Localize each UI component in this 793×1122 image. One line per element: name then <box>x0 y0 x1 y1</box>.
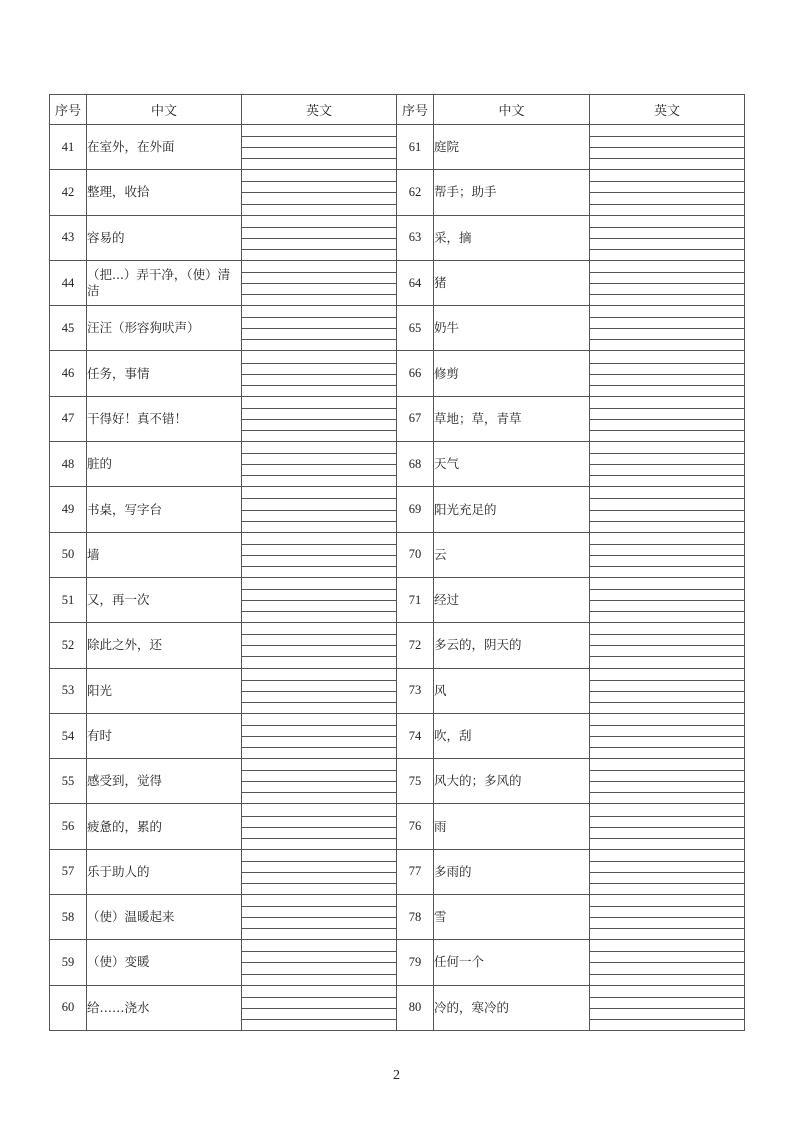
table-row <box>50 351 745 396</box>
table-row <box>50 577 745 622</box>
writing-line <box>590 464 744 465</box>
item-number: 72 <box>397 623 434 668</box>
item-number: 42 <box>50 170 87 215</box>
writing-line <box>590 238 744 239</box>
writing-line <box>590 736 744 737</box>
item-number: 75 <box>397 759 434 804</box>
header-number-right: 序号 <box>397 95 434 125</box>
writing-line <box>590 294 744 295</box>
chinese-meaning: 任务，事情 <box>87 351 242 396</box>
writing-line <box>242 510 396 511</box>
writing-line <box>242 419 396 420</box>
writing-line <box>590 272 744 273</box>
item-number: 57 <box>50 849 87 894</box>
writing-line <box>242 294 396 295</box>
writing-line <box>590 147 744 148</box>
item-number: 60 <box>50 985 87 1030</box>
table-row <box>50 668 745 713</box>
table-row <box>50 260 745 305</box>
chinese-meaning: （把...）弄干净，（使）清洁 <box>87 260 242 305</box>
writing-line <box>242 453 396 454</box>
header-number-left: 序号 <box>50 95 87 125</box>
english-answer-field[interactable] <box>242 985 397 1030</box>
writing-line <box>242 838 396 839</box>
writing-line <box>590 634 744 635</box>
chinese-meaning: 阳光充足的 <box>434 487 590 532</box>
english-answer-field[interactable] <box>242 170 397 215</box>
item-number: 43 <box>50 215 87 260</box>
english-answer-field[interactable] <box>242 125 397 170</box>
writing-line <box>242 249 396 250</box>
chinese-meaning: 云 <box>434 532 590 577</box>
writing-line <box>590 498 744 499</box>
writing-line <box>242 645 396 646</box>
item-number: 55 <box>50 759 87 804</box>
writing-line <box>590 192 744 193</box>
english-answer-field[interactable] <box>590 442 745 487</box>
writing-line <box>242 747 396 748</box>
writing-line <box>590 283 744 284</box>
table-row <box>50 849 745 894</box>
item-number: 64 <box>397 260 434 305</box>
writing-line <box>242 680 396 681</box>
english-answer-field[interactable] <box>590 351 745 396</box>
english-answer-field[interactable] <box>590 940 745 985</box>
table-row <box>50 804 745 849</box>
writing-line <box>590 816 744 817</box>
item-number: 74 <box>397 713 434 758</box>
writing-line <box>242 827 396 828</box>
header-english-right: 英文 <box>590 95 745 125</box>
writing-line <box>590 475 744 476</box>
writing-line <box>590 1008 744 1009</box>
item-number: 50 <box>50 532 87 577</box>
writing-line <box>590 453 744 454</box>
chinese-meaning: 感受到，觉得 <box>87 759 242 804</box>
writing-line <box>590 544 744 545</box>
chinese-meaning: 奶牛 <box>434 306 590 351</box>
writing-line <box>242 702 396 703</box>
item-number: 63 <box>397 215 434 260</box>
item-number: 73 <box>397 668 434 713</box>
writing-line <box>590 566 744 567</box>
english-answer-field[interactable] <box>242 849 397 894</box>
english-answer-field[interactable] <box>242 804 397 849</box>
chinese-meaning: 猪 <box>434 260 590 305</box>
chinese-meaning: 干得好！真不错！ <box>87 396 242 441</box>
writing-line <box>590 555 744 556</box>
english-answer-field[interactable] <box>242 396 397 441</box>
writing-line <box>242 317 396 318</box>
writing-line <box>590 374 744 375</box>
item-number: 59 <box>50 940 87 985</box>
english-answer-field[interactable] <box>590 895 745 940</box>
english-answer-field[interactable] <box>242 940 397 985</box>
writing-line <box>242 917 396 918</box>
item-number: 58 <box>50 895 87 940</box>
table-row <box>50 125 745 170</box>
item-number: 56 <box>50 804 87 849</box>
writing-line <box>242 181 396 182</box>
writing-line <box>242 147 396 148</box>
chinese-meaning: 汪汪（形容狗吠声） <box>87 306 242 351</box>
chinese-meaning: 又，再一次 <box>87 577 242 622</box>
table-row <box>50 895 745 940</box>
writing-line <box>590 339 744 340</box>
writing-line <box>590 883 744 884</box>
english-answer-field[interactable] <box>242 577 397 622</box>
chinese-meaning: 脏的 <box>87 442 242 487</box>
header-chinese-right: 中文 <box>434 95 590 125</box>
writing-line <box>590 792 744 793</box>
writing-line <box>590 962 744 963</box>
english-answer-field[interactable] <box>242 487 397 532</box>
writing-line <box>242 238 396 239</box>
writing-line <box>590 680 744 681</box>
item-number: 77 <box>397 849 434 894</box>
english-answer-field[interactable] <box>242 623 397 668</box>
chinese-meaning: 雨 <box>434 804 590 849</box>
chinese-meaning: （使）温暖起来 <box>87 895 242 940</box>
item-number: 68 <box>397 442 434 487</box>
chinese-meaning: 吹，刮 <box>434 713 590 758</box>
vocabulary-worksheet <box>49 94 744 1031</box>
table-row <box>50 985 745 1030</box>
writing-line <box>590 827 744 828</box>
writing-line <box>242 611 396 612</box>
table-row <box>50 170 745 215</box>
item-number: 71 <box>397 577 434 622</box>
writing-line <box>590 408 744 409</box>
item-number: 41 <box>50 125 87 170</box>
item-number: 51 <box>50 577 87 622</box>
table-body <box>50 125 745 1031</box>
writing-line <box>590 770 744 771</box>
writing-line <box>590 328 744 329</box>
chinese-meaning: 整理，收拾 <box>87 170 242 215</box>
table-row <box>50 940 745 985</box>
writing-line <box>242 498 396 499</box>
english-answer-field[interactable] <box>590 713 745 758</box>
chinese-meaning: 容易的 <box>87 215 242 260</box>
writing-line <box>590 861 744 862</box>
writing-line <box>242 555 396 556</box>
chinese-meaning: 多雨的 <box>434 849 590 894</box>
chinese-meaning: 乐于助人的 <box>87 849 242 894</box>
table-row <box>50 306 745 351</box>
chinese-meaning: 经过 <box>434 577 590 622</box>
writing-line <box>242 521 396 522</box>
writing-line <box>590 747 744 748</box>
writing-line <box>242 136 396 137</box>
chinese-meaning: 书桌，写字台 <box>87 487 242 532</box>
writing-line <box>242 328 396 329</box>
writing-line <box>242 725 396 726</box>
table-row <box>50 215 745 260</box>
english-answer-field[interactable] <box>242 306 397 351</box>
chinese-meaning: 天气 <box>434 442 590 487</box>
writing-line <box>242 906 396 907</box>
writing-line <box>590 363 744 364</box>
item-number: 52 <box>50 623 87 668</box>
writing-line <box>242 272 396 273</box>
english-answer-field[interactable] <box>242 668 397 713</box>
writing-line <box>590 589 744 590</box>
writing-line <box>590 656 744 657</box>
writing-line <box>590 781 744 782</box>
chinese-meaning: 给……浇水 <box>87 985 242 1030</box>
item-number: 70 <box>397 532 434 577</box>
english-answer-field[interactable] <box>590 396 745 441</box>
writing-line <box>590 691 744 692</box>
writing-line <box>242 951 396 952</box>
table-row <box>50 442 745 487</box>
writing-line <box>242 974 396 975</box>
writing-line <box>242 566 396 567</box>
writing-line <box>590 974 744 975</box>
writing-line <box>242 408 396 409</box>
item-number: 62 <box>397 170 434 215</box>
writing-line <box>242 872 396 873</box>
english-answer-field[interactable] <box>242 351 397 396</box>
writing-line <box>242 544 396 545</box>
chinese-meaning: 风 <box>434 668 590 713</box>
table-row <box>50 759 745 804</box>
item-number: 66 <box>397 351 434 396</box>
english-answer-field[interactable] <box>242 215 397 260</box>
writing-line <box>242 962 396 963</box>
writing-line <box>242 204 396 205</box>
item-number: 53 <box>50 668 87 713</box>
writing-line <box>242 464 396 465</box>
item-number: 49 <box>50 487 87 532</box>
writing-line <box>242 589 396 590</box>
english-answer-field[interactable] <box>242 532 397 577</box>
english-answer-field[interactable] <box>590 487 745 532</box>
item-number: 45 <box>50 306 87 351</box>
writing-line <box>590 136 744 137</box>
english-answer-field[interactable] <box>590 306 745 351</box>
english-answer-field[interactable] <box>242 442 397 487</box>
table-row <box>50 396 745 441</box>
writing-line <box>590 906 744 907</box>
writing-line <box>242 736 396 737</box>
writing-line <box>242 227 396 228</box>
writing-line <box>590 702 744 703</box>
writing-line <box>242 1019 396 1020</box>
english-answer-field[interactable] <box>590 849 745 894</box>
writing-line <box>590 611 744 612</box>
writing-line <box>242 997 396 998</box>
writing-line <box>590 521 744 522</box>
writing-line <box>242 600 396 601</box>
english-answer-field[interactable] <box>590 215 745 260</box>
writing-line <box>242 339 396 340</box>
english-answer-field[interactable] <box>590 804 745 849</box>
writing-line <box>590 951 744 952</box>
item-number: 78 <box>397 895 434 940</box>
chinese-meaning: 疲惫的，累的 <box>87 804 242 849</box>
english-answer-field[interactable] <box>242 759 397 804</box>
header-chinese-left: 中文 <box>87 95 242 125</box>
item-number: 47 <box>50 396 87 441</box>
writing-line <box>590 158 744 159</box>
chinese-meaning: 有时 <box>87 713 242 758</box>
writing-line <box>590 725 744 726</box>
chinese-meaning: （使）变暖 <box>87 940 242 985</box>
writing-line <box>590 419 744 420</box>
item-number: 69 <box>397 487 434 532</box>
writing-line <box>242 1008 396 1009</box>
item-number: 76 <box>397 804 434 849</box>
writing-line <box>242 691 396 692</box>
writing-line <box>242 374 396 375</box>
writing-line <box>590 917 744 918</box>
writing-line <box>242 792 396 793</box>
chinese-meaning: 修剪 <box>434 351 590 396</box>
chinese-meaning: 冷的，寒冷的 <box>434 985 590 1030</box>
item-number: 46 <box>50 351 87 396</box>
english-answer-field[interactable] <box>590 985 745 1030</box>
writing-line <box>242 363 396 364</box>
writing-line <box>590 997 744 998</box>
writing-line <box>242 781 396 782</box>
chinese-meaning: 雪 <box>434 895 590 940</box>
chinese-meaning: 风大的；多风的 <box>434 759 590 804</box>
writing-line <box>590 510 744 511</box>
writing-line <box>242 883 396 884</box>
table-row <box>50 532 745 577</box>
english-answer-field[interactable] <box>590 170 745 215</box>
vocabulary-table <box>49 94 745 1031</box>
header-english-left: 英文 <box>242 95 397 125</box>
table-row <box>50 487 745 532</box>
chinese-meaning: 庭院 <box>434 125 590 170</box>
writing-line <box>590 600 744 601</box>
table-header-row <box>50 95 745 125</box>
writing-line <box>242 928 396 929</box>
chinese-meaning: 在室外，在外面 <box>87 125 242 170</box>
writing-line <box>242 385 396 386</box>
writing-line <box>590 928 744 929</box>
item-number: 48 <box>50 442 87 487</box>
english-answer-field[interactable] <box>242 713 397 758</box>
writing-line <box>590 872 744 873</box>
chinese-meaning: 除此之外，还 <box>87 623 242 668</box>
writing-line <box>590 181 744 182</box>
english-answer-field[interactable] <box>590 668 745 713</box>
writing-line <box>242 770 396 771</box>
english-answer-field[interactable] <box>242 260 397 305</box>
item-number: 80 <box>397 985 434 1030</box>
writing-line <box>242 192 396 193</box>
table-row <box>50 713 745 758</box>
english-answer-field[interactable] <box>590 623 745 668</box>
chinese-meaning: 任何一个 <box>434 940 590 985</box>
writing-line <box>242 283 396 284</box>
chinese-meaning: 多云的，阴天的 <box>434 623 590 668</box>
item-number: 54 <box>50 713 87 758</box>
item-number: 61 <box>397 125 434 170</box>
writing-line <box>242 430 396 431</box>
writing-line <box>242 634 396 635</box>
writing-line <box>590 1019 744 1020</box>
item-number: 44 <box>50 260 87 305</box>
english-answer-field[interactable] <box>590 125 745 170</box>
writing-line <box>590 838 744 839</box>
writing-line <box>242 158 396 159</box>
chinese-meaning: 阳光 <box>87 668 242 713</box>
writing-line <box>242 816 396 817</box>
item-number: 65 <box>397 306 434 351</box>
table-row <box>50 623 745 668</box>
writing-line <box>590 227 744 228</box>
english-answer-field[interactable] <box>590 532 745 577</box>
english-answer-field[interactable] <box>590 759 745 804</box>
chinese-meaning: 帮手；助手 <box>434 170 590 215</box>
page-number: 2 <box>393 1068 400 1083</box>
writing-line <box>590 317 744 318</box>
writing-line <box>242 656 396 657</box>
english-answer-field[interactable] <box>590 260 745 305</box>
chinese-meaning: 墙 <box>87 532 242 577</box>
writing-line <box>590 204 744 205</box>
chinese-meaning: 草地；草，青草 <box>434 396 590 441</box>
item-number: 67 <box>397 396 434 441</box>
english-answer-field[interactable] <box>590 577 745 622</box>
writing-line <box>590 249 744 250</box>
writing-line <box>590 385 744 386</box>
writing-line <box>590 645 744 646</box>
writing-line <box>242 475 396 476</box>
writing-line <box>242 861 396 862</box>
english-answer-field[interactable] <box>242 895 397 940</box>
item-number: 79 <box>397 940 434 985</box>
writing-line <box>590 430 744 431</box>
chinese-meaning: 采，摘 <box>434 215 590 260</box>
